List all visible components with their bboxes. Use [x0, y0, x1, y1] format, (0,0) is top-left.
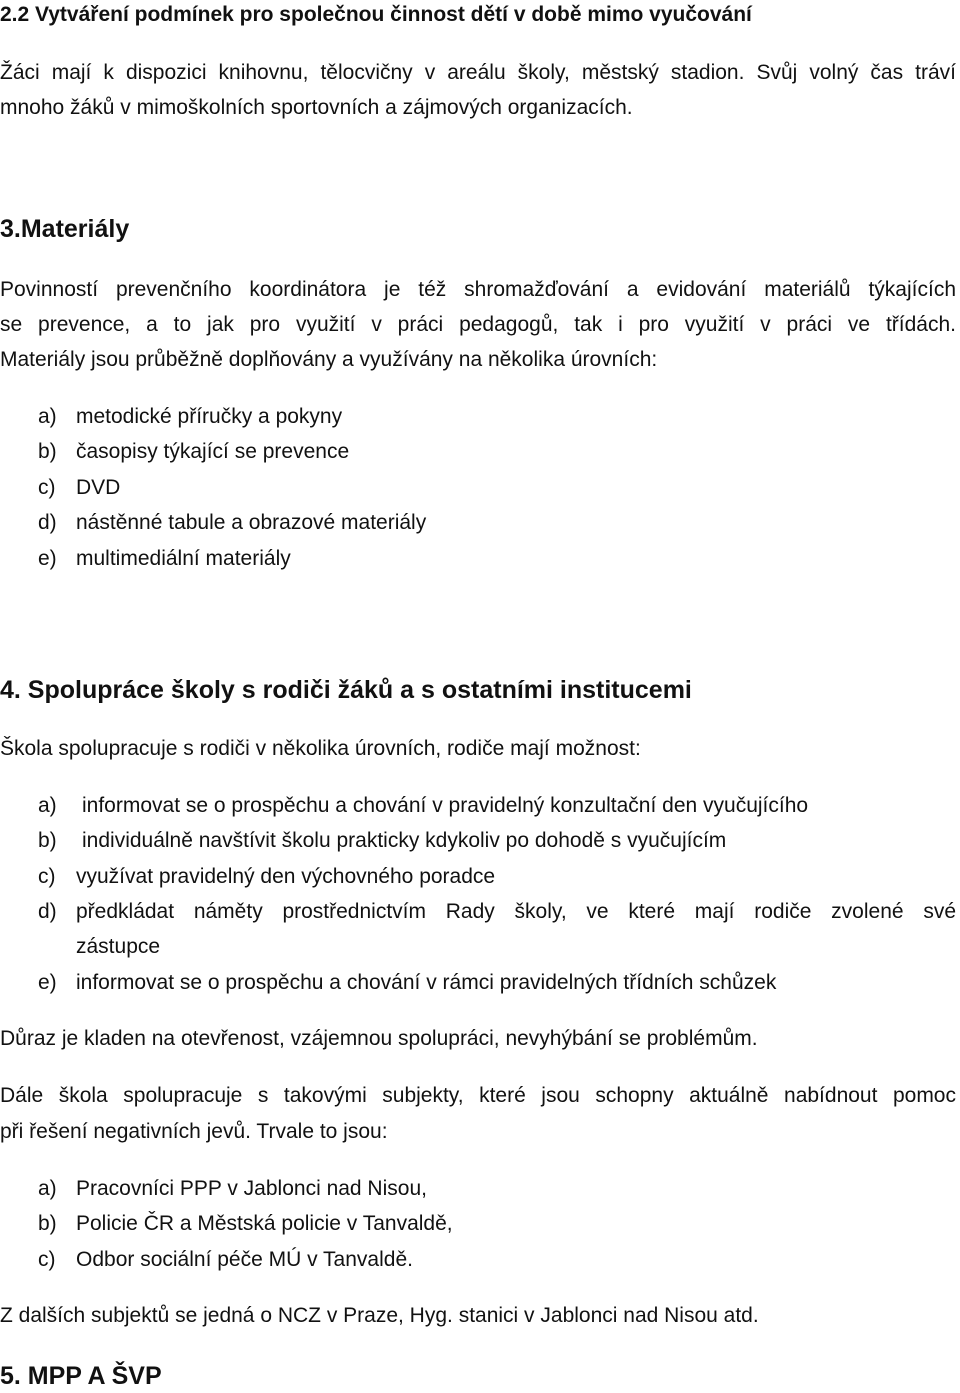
list-marker: c) — [38, 1248, 56, 1271]
list-marker: c) — [38, 865, 56, 888]
list-item-text: předkládat náměty prostřednictvím Rady školy, ve které mají rodiče zvolené své — [76, 900, 956, 923]
list-item-text: Policie ČR a Městská policie v Tanvaldě, — [76, 1212, 453, 1235]
list-marker: c) — [38, 476, 56, 499]
list-marker: d) — [38, 511, 57, 534]
list-item-text: nástěnné tabule a obrazové materiály — [76, 511, 427, 534]
list-item-text: časopisy týkající se prevence — [76, 440, 350, 463]
section-3-heading: 3.Materiály — [0, 215, 130, 243]
list-marker: b) — [38, 440, 57, 463]
list-marker: a) — [38, 1177, 57, 1200]
list-marker: b) — [38, 1212, 57, 1235]
list-item-text: individuálně navštívit školu prakticky kdykoliv po dohodě s vyučujícím — [82, 829, 727, 852]
section-2-2-paragraph-line-1: Žáci mají k dispozici knihovnu, tělocvičny v areálu školy, městský stadion. Svůj volný čas tráví — [0, 61, 956, 84]
other-institutions-line-2: při řešení negativních jevů. Trvale to jsou: — [0, 1120, 388, 1143]
other-institutions-line-1: Dále škola spolupracuje s takovými subjekty, které jsou schopny aktuálně nabídnout pomoc — [0, 1084, 956, 1107]
section-4-heading: 4. Spolupráce školy s rodiči žáků a s ostatními institucemi — [0, 676, 692, 704]
list-item-text: DVD — [76, 476, 121, 499]
list-item-text: Pracovníci PPP v Jablonci nad Nisou, — [76, 1177, 427, 1200]
other-subjects-note: Z dalších subjektů se jedná o NCZ v Praze, Hyg. stanici v Jablonci nad Nisou atd. — [0, 1304, 759, 1327]
section-4-intro: Škola spolupracuje s rodiči v několika úrovních, rodiče mají možnost: — [0, 737, 641, 760]
list-item-text: informovat se o prospěchu a chování v pravidelný konzultační den vyučujícího — [82, 794, 809, 817]
section-3-paragraph-line-1: Povinností prevenčního koordinátora je též shromažďování a evidování materiálů týkajících — [0, 278, 956, 301]
list-item-text: multimediální materiály — [76, 547, 291, 570]
list-item-text: metodické příručky a pokyny — [76, 405, 343, 428]
section-5-heading: 5. MPP A ŠVP — [0, 1362, 162, 1390]
list-marker: e) — [38, 547, 57, 570]
list-item-text: využívat pravidelný den výchovného poradce — [76, 865, 496, 888]
list-item-text: Odbor sociální péče MÚ v Tanvaldě. — [76, 1248, 413, 1271]
list-item-continuation-text: zástupce — [76, 935, 161, 958]
section-2-2-paragraph-line-2: mnoho žáků v mimoškolních sportovních a zájmových organizacích. — [0, 96, 633, 119]
section-3-paragraph-line-2: se prevence, a to jak pro využití v práci pedagogů, tak i pro využití v práci ve třídách. — [0, 313, 956, 336]
list-marker: a) — [38, 794, 57, 817]
section-3-paragraph-line-3: Materiály jsou průběžně doplňovány a využívány na několika úrovních: — [0, 348, 658, 371]
section-2-2-heading: 2.2 Vytváření podmínek pro společnou činnost dětí v době mimo vyučování — [0, 3, 752, 26]
list-marker: e) — [38, 971, 57, 994]
list-item-text: informovat se o prospěchu a chování v rámci pravidelných třídních schůzek — [76, 971, 777, 994]
list-marker: a) — [38, 405, 57, 428]
list-marker: d) — [38, 900, 57, 923]
list-marker: b) — [38, 829, 57, 852]
cooperation-emphasis: Důraz je kladen na otevřenost, vzájemnou spolupráci, nevyhýbání se problémům. — [0, 1027, 758, 1050]
